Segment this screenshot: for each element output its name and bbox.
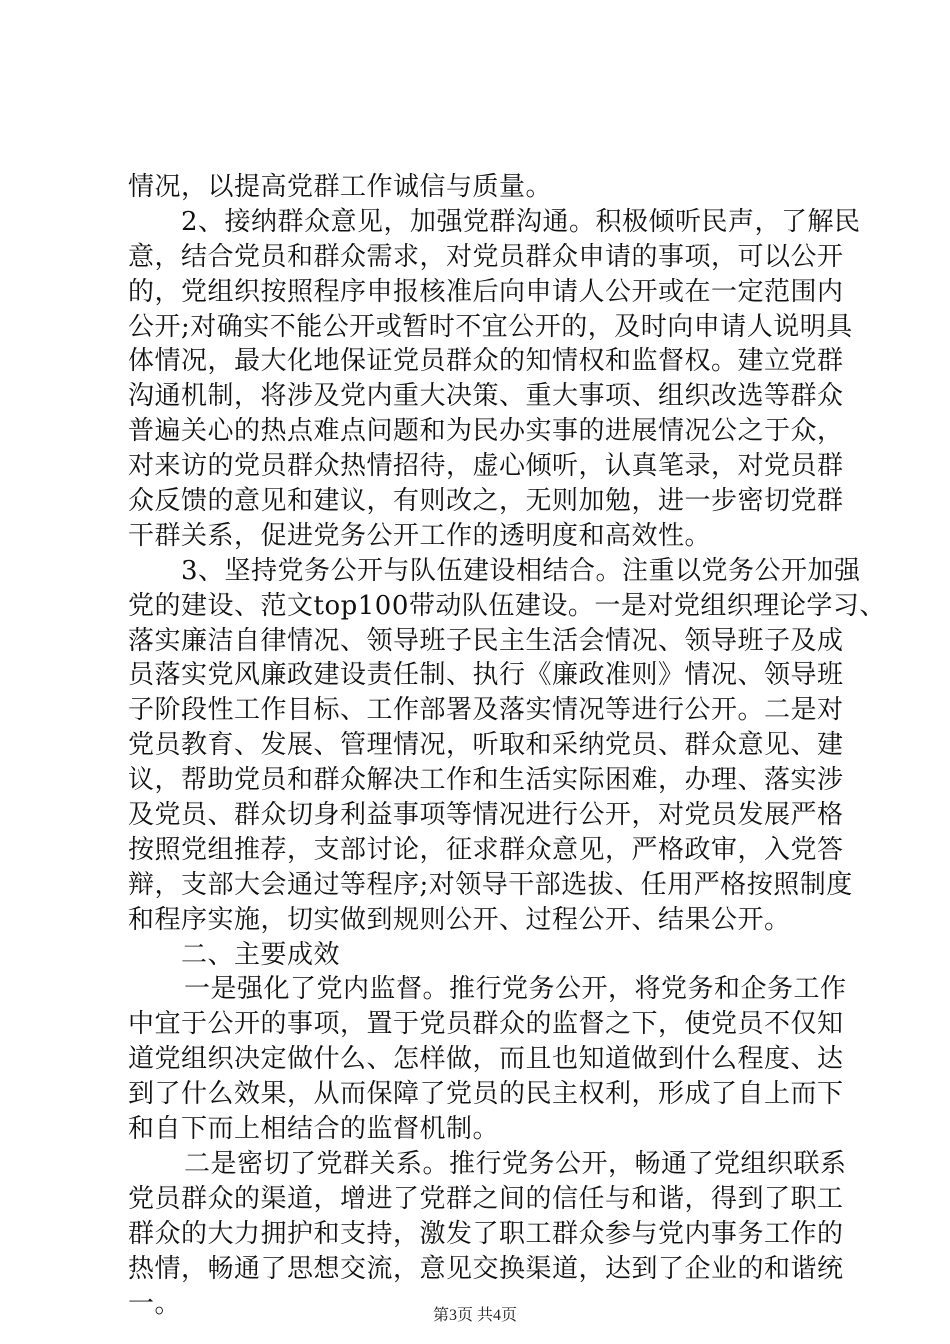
document-body: [128, 170, 886, 1321]
text-line: 和程序实施，切实做到规则公开、过程公开、结果公开。: [128, 904, 791, 935]
text-line: 一是强化了党内监督。推行党务公开，将党务和企务工作: [184, 974, 847, 1005]
text-line: 的，党组织按照程序申报核准后向申请人公开或在一定范围内: [128, 276, 844, 307]
text-line: 和自下而上相结合的监督机制。: [128, 1114, 500, 1145]
text-line: 员落实党风廉政建设责任制、执行《廉政准则》情况、领导班: [128, 660, 844, 691]
text-line: 公开;对确实不能公开或暂时不宜公开的，及时向申请人说明具: [128, 311, 853, 342]
text-line: 群众的大力拥护和支持，激发了职工群众参与党内事务工作的: [128, 1218, 844, 1249]
text-line: 按照党组推荐，支部讨论，征求群众意见，严格政审，入党答: [128, 834, 844, 865]
text-line: 体情况，最大化地保证党员群众的知情权和监督权。建立党群: [128, 346, 844, 377]
text-line: 落实廉洁自律情况、领导班子民主生活会情况、领导班子及成: [128, 625, 844, 656]
text-line: 意，结合党员和群众需求，对党员群众申请的事项，可以公开: [128, 241, 844, 272]
text-line: 道党组织决定做什么、怎样做，而且也知道做到什么程度、达: [128, 1044, 844, 1075]
text-line: 议，帮助党员和群众解决工作和生活实际困难，办理、落实涉: [128, 765, 844, 796]
text-line: 党的建设、范文top100带动队伍建设。一是对党组织理论学习、: [128, 590, 886, 621]
text-line: 2、接纳群众意见，加强党群沟通。积极倾听民声，了解民: [181, 206, 861, 237]
text-line: 及党员、群众切身利益事项等情况进行公开，对党员发展严格: [128, 800, 844, 831]
text-line: 众反馈的意见和建议，有则改之，无则加勉，进一步密切党群: [128, 486, 844, 517]
text-line: 一。: [128, 1288, 182, 1319]
text-line: 到了什么效果，从而保障了党员的民主权利，形成了自上而下: [128, 1079, 844, 1110]
text-line: 普遍关心的热点难点问题和为民办实事的进展情况公之于众，: [128, 416, 844, 447]
text-line: 党员群众的渠道，增进了党群之间的信任与和谐，得到了职工: [128, 1183, 844, 1214]
text-line: 中宜于公开的事项，置于党员群众的监督之下，使党员不仅知: [128, 1009, 844, 1040]
text-line: 情况，以提高党群工作诚信与质量。: [128, 172, 553, 202]
text-line: 二是密切了党群关系。推行党务公开，畅通了党组织联系: [184, 1148, 847, 1179]
text-line: 子阶段性工作目标、工作部署及落实情况等进行公开。二是对: [128, 695, 844, 726]
text-line: 党员教育、发展、管理情况，听取和采纳党员、群众意见、建: [128, 730, 844, 761]
text-line: 沟通机制，将涉及党内重大决策、重大事项、组织改选等群众: [128, 381, 844, 412]
text-line: 3、坚持党务公开与队伍建设相结合。注重以党务公开加强: [181, 555, 861, 586]
text-line: 对来访的党员群众热情招待，虚心倾听，认真笔录，对党员群: [128, 451, 844, 482]
text-line: 二、主要成效: [181, 939, 341, 970]
text-line: 干群关系，促进党务公开工作的透明度和高效性。: [128, 520, 712, 551]
text-line: 热情，畅通了思想交流，意见交换渠道，达到了企业的和谐统: [128, 1253, 844, 1284]
text-line: 辩，支部大会通过等程序;对领导干部选拔、任用严格按照制度: [128, 869, 853, 900]
page-number-footer: 第3页 共4页: [432, 1307, 517, 1324]
